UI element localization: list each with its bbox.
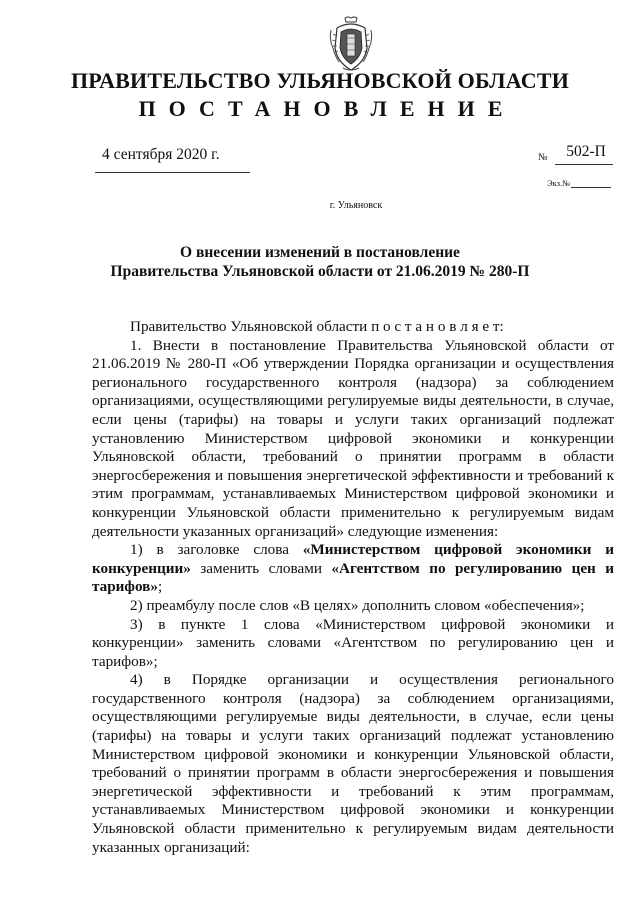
copy-number-underline	[571, 179, 611, 188]
paragraph-1: 1. Внести в постановление Правительства Ульяновской области от 21.06.2019 № 280-П «Об утверждении Порядка организации и осуществления регионального государственного контроля (надзора) за соблюдением организациями, осуществляющими регулируемые виды деятельности, в случае, если цены (тарифы) на товары и услуги таких организаций подлежат установлению Министерством цифровой экономики и конкуренции Ульяновской области, требований о принятии программ в области энергосбережения и повышения энергетической эффективности и требований к этим программам, устанавливаемых Министерством цифровой экономики и конкуренции Ульяновской области применительно к регулируемым видам деятельности указанных организаций» следующие изменения:	[92, 336, 614, 540]
coat-of-arms-icon	[327, 14, 375, 72]
item-1-bold-new: «Агентством по регулированию цен и тарифов»	[92, 559, 614, 596]
item-3: 3) в пункте 1 слова «Министерством цифровой экономики и конкуренции» заменить словами «Агентством по регулированию цен и тарифов»;	[92, 615, 614, 670]
decree-number: 502-П	[566, 143, 606, 160]
item-2: 2) преамбулу после слов «В целях» дополнить словом «обеспечения»;	[130, 596, 585, 614]
intro-paragraph: Правительство Ульяновской области п о с т а н о в л я е т:	[130, 318, 504, 335]
government-title: ПРАВИТЕЛЬСТВО УЛЬЯНОВСКОЙ ОБЛАСТИ	[70, 68, 570, 93]
item-4: 4) в Порядке организации и осуществления регионального государственного контроля (надзора) за соблюдением организациями, осуществляющими регулируемые виды деятельности, в случае, если цены (тарифы) на товары и услуги таких организаций подлежат установлению Министерством цифровой экономики и конкуренции Ульяновской области, требований о принятии программ в области энергосбережения и повышения энергетической эффективности и требований к этим программам, устанавливаемых Министерством цифровой экономики и конкуренции Ульяновской области применительно к регулируемым видам деятельности указанных организаций:	[92, 671, 614, 856]
date-underline	[95, 172, 250, 173]
subject-line-1: О внесении изменений в постановление	[180, 244, 460, 261]
decree-body	[92, 318, 614, 857]
item-1	[92, 541, 614, 597]
item-1-suffix: ;	[157, 578, 163, 596]
decree-date: 4 сентября 2020 г.	[102, 146, 220, 163]
city-name: г. Ульяновск	[329, 200, 383, 211]
number-underline	[555, 164, 613, 165]
copy-number-field	[547, 178, 611, 188]
subject-line-2: Правительства Ульяновской области от 21.06.2019 № 280-П	[110, 262, 530, 280]
copy-number-label: Экз.№	[547, 178, 571, 188]
item-1-mid: заменить словами	[190, 559, 332, 577]
decree-subject	[0, 244, 640, 281]
item-1-bold-old: «Министерством цифровой экономики и конкуренции»	[92, 541, 614, 577]
number-label: №	[538, 152, 548, 163]
item-1-prefix: 1) в заголовке слова	[130, 541, 303, 559]
document-type-heading: ПОСТАНОВЛЕНИЕ	[138, 96, 516, 121]
